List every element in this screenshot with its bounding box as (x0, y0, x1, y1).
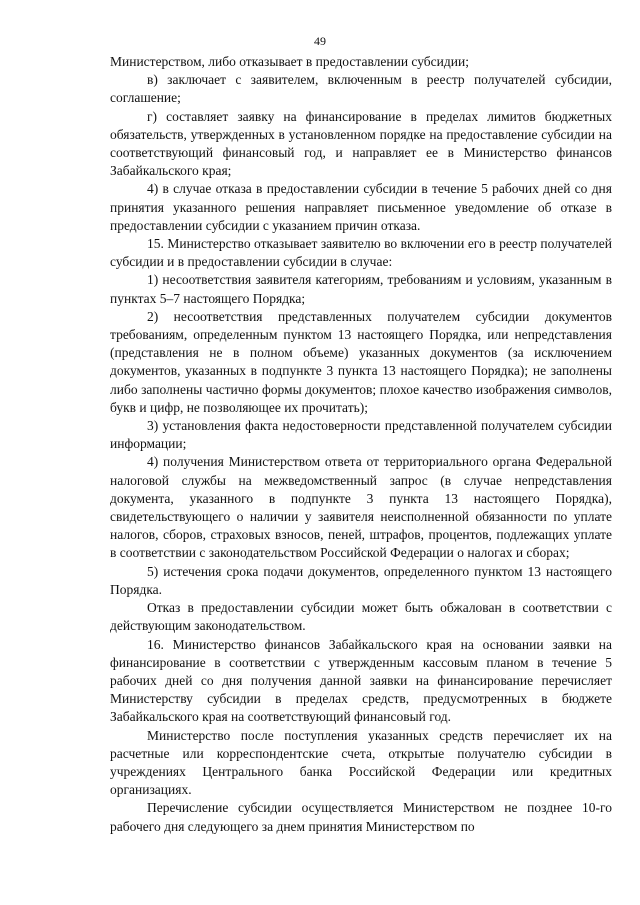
paragraph-item-v-agreement: в) заключает с заявителем, включенным в реестр получателей субсидии, соглашение; (110, 72, 612, 106)
paragraph-refusal-continuation: Министерством, либо отказывает в предоставлении субсидии; (110, 54, 469, 69)
paragraph-appeal: Отказ в предоставлении субсидии может быть обжалован в соответствии с действующим законодательством. (110, 600, 612, 634)
paragraph-transfer-deadline: Перечисление субсидии осуществляется Министерством не позднее 10-го рабочего дня следующего за днем принятия Министерством по (110, 800, 612, 834)
paragraph-item-4-refusal-notice: 4) в случае отказа в предоставлении субсидии в течение 5 рабочих дней со дня принятия указанного решения направляет письменное уведомление об отказе в предоставлении субсидии с указанием причин отказа. (110, 181, 612, 233)
paragraph-item-g-financing-request: г) составляет заявку на финансирование в пределах лимитов бюджетных обязательств, утвержденных в установленном порядке на предоставление субсидии на соответствующий финансовый год, и направляет ее в Министерство финансов Забайкальского края; (110, 108, 612, 179)
document-body (110, 53, 612, 836)
paragraph-transfer-accounts: Министерство после поступления указанных средств перечисляет их на расчетные или корреспондентские счета, открытые получателю субсидии в учреждениях Центрального банка Российской Федерации или кредитных организациях. (110, 727, 612, 798)
paragraph-reason-2: 2) несоответствия представленных получателем субсидии документов требованиям, определенным пунктом 13 настоящего Порядка, или непредставления (представления не в полном объеме) указанных документов (за исключением документов, указанных в подпункте 3 пункта 13 настоящего Порядка); не заполнены либо заполнены частично формы документов; плохое качество изображения символов, букв и цифр, не позволяющее их прочитать); (110, 308, 612, 415)
paragraph-reason-4: 4) получения Министерством ответа от территориального органа Федеральной налоговой службы на межведомственный запрос (в случае непредставления документа, указанного в подпункте 3 пункта 13 настоящего Порядка), свидетельствующего о наличии у заявителя неисполненной обязанности по уплате налогов, сборов, страховых взносов, пеней, штрафов, процентов, подлежащих уплате в соответствии с законодательством Российской Федерации о налогах и сборах; (110, 454, 612, 561)
page-number: 49 (314, 34, 326, 48)
paragraph-reason-1: 1) несоответствия заявителя категориям, требованиям и условиям, указанным в пунктах 5–7 настоящего Порядка; (110, 272, 612, 306)
paragraph-reason-5: 5) истечения срока подачи документов, определенного пунктом 13 настоящего Порядка. (110, 563, 612, 597)
paragraph-section-15: 15. Министерство отказывает заявителю во включении его в реестр получателей субсидии и в предоставлении субсидии в случае: (110, 236, 612, 270)
paragraph-section-16: 16. Министерство финансов Забайкальского края на основании заявки на финансирование в соответствии с утвержденным кассовым планом в течение 5 рабочих дней со дня получения данной заявки на финансирование перечисляет Министерству субсидии в пределах средств, предусмотренных в бюджете Забайкальского края на соответствующий финансовый год. (110, 636, 612, 725)
paragraph-reason-3: 3) установления факта недостоверности представленной получателем субсидии информации; (110, 418, 612, 452)
